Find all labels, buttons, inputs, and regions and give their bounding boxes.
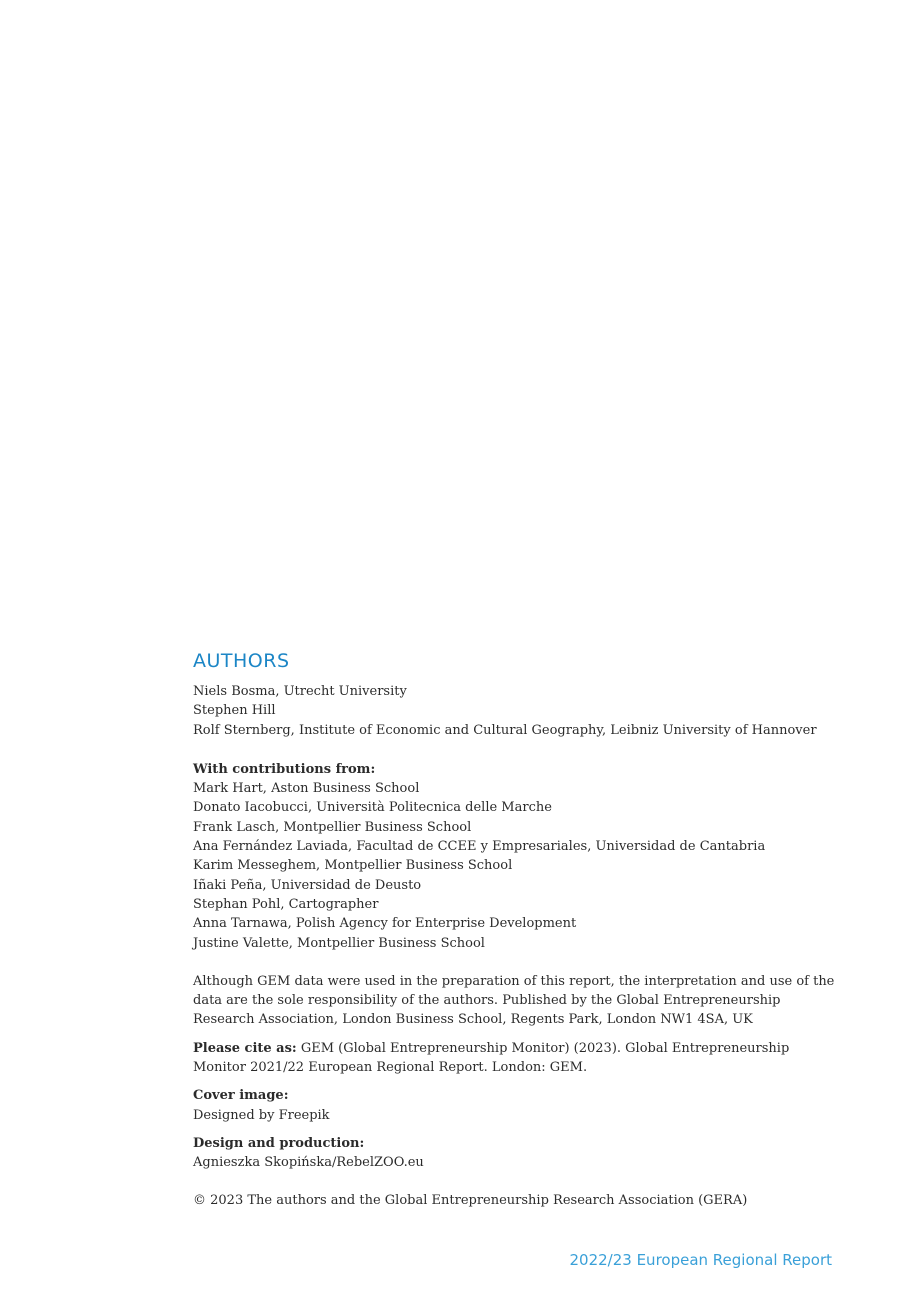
- author-item: Stephen Hill: [193, 703, 276, 719]
- contributor-item: Justine Valette, Montpellier Business School: [193, 935, 485, 951]
- footer-report-title: 2022/23 European Regional Report: [569, 1251, 832, 1269]
- contributor-item: Ana Fernández Laviada, Facultad de CCEE y Empresariales, Universidad de Cantabria: [193, 839, 766, 855]
- citation-text: GEM (Global Entrepreneurship Monitor) (2023). Global Entrepreneurship Monitor 2021/22 European Regional Report. London: GEM.: [193, 1040, 790, 1076]
- author-item: Niels Bosma, Utrecht University: [193, 684, 407, 699]
- disclaimer-paragraph: Although GEM data were used in the preparation of this report, the interpretation and use of the data are the sole responsibility of the authors. Published by the Global Entrepreneurship Research Association, London Business School, Regents Park, London NW1 4SA, UK: [193, 973, 835, 1028]
- citation-paragraph: [193, 1039, 843, 1078]
- copyright-notice: © 2023 The authors and the Global Entrepreneurship Research Association (GERA): [193, 1192, 748, 1208]
- authors-list: [193, 682, 843, 740]
- contributors-block: [193, 760, 843, 953]
- contributor-item: Iñaki Peña, Universidad de Deusto: [193, 877, 422, 893]
- contributor-item: Anna Tarnawa, Polish Agency for Enterprise Development: [193, 916, 577, 932]
- contributor-item: Stephan Pohl, Cartographer: [193, 896, 379, 912]
- credits-section: [193, 648, 843, 1210]
- design-label: Design and production:: [193, 1135, 365, 1151]
- cover-image-text: Designed by Freepik: [193, 1107, 330, 1123]
- design-credit: [193, 1134, 843, 1173]
- contributor-item: Karim Messeghem, Montpellier Business School: [193, 858, 513, 874]
- author-item: Rolf Sternberg, Institute of Economic and Cultural Geography, Leibniz University of Hannover: [193, 722, 817, 738]
- cover-image-credit: [193, 1086, 843, 1125]
- authors-heading: AUTHORS: [193, 650, 290, 672]
- contributor-item: Frank Lasch, Montpellier Business School: [193, 819, 472, 835]
- contributor-item: Donato Iacobucci, Università Politecnica delle Marche: [193, 800, 552, 816]
- cover-image-label: Cover image:: [193, 1088, 289, 1104]
- contributions-label: With contributions from:: [193, 761, 376, 777]
- design-text: Agnieszka Skopińska/RebelZOO.eu: [193, 1155, 424, 1171]
- contributor-item: Mark Hart, Aston Business School: [193, 781, 420, 797]
- citation-label: Please cite as:: [193, 1040, 297, 1056]
